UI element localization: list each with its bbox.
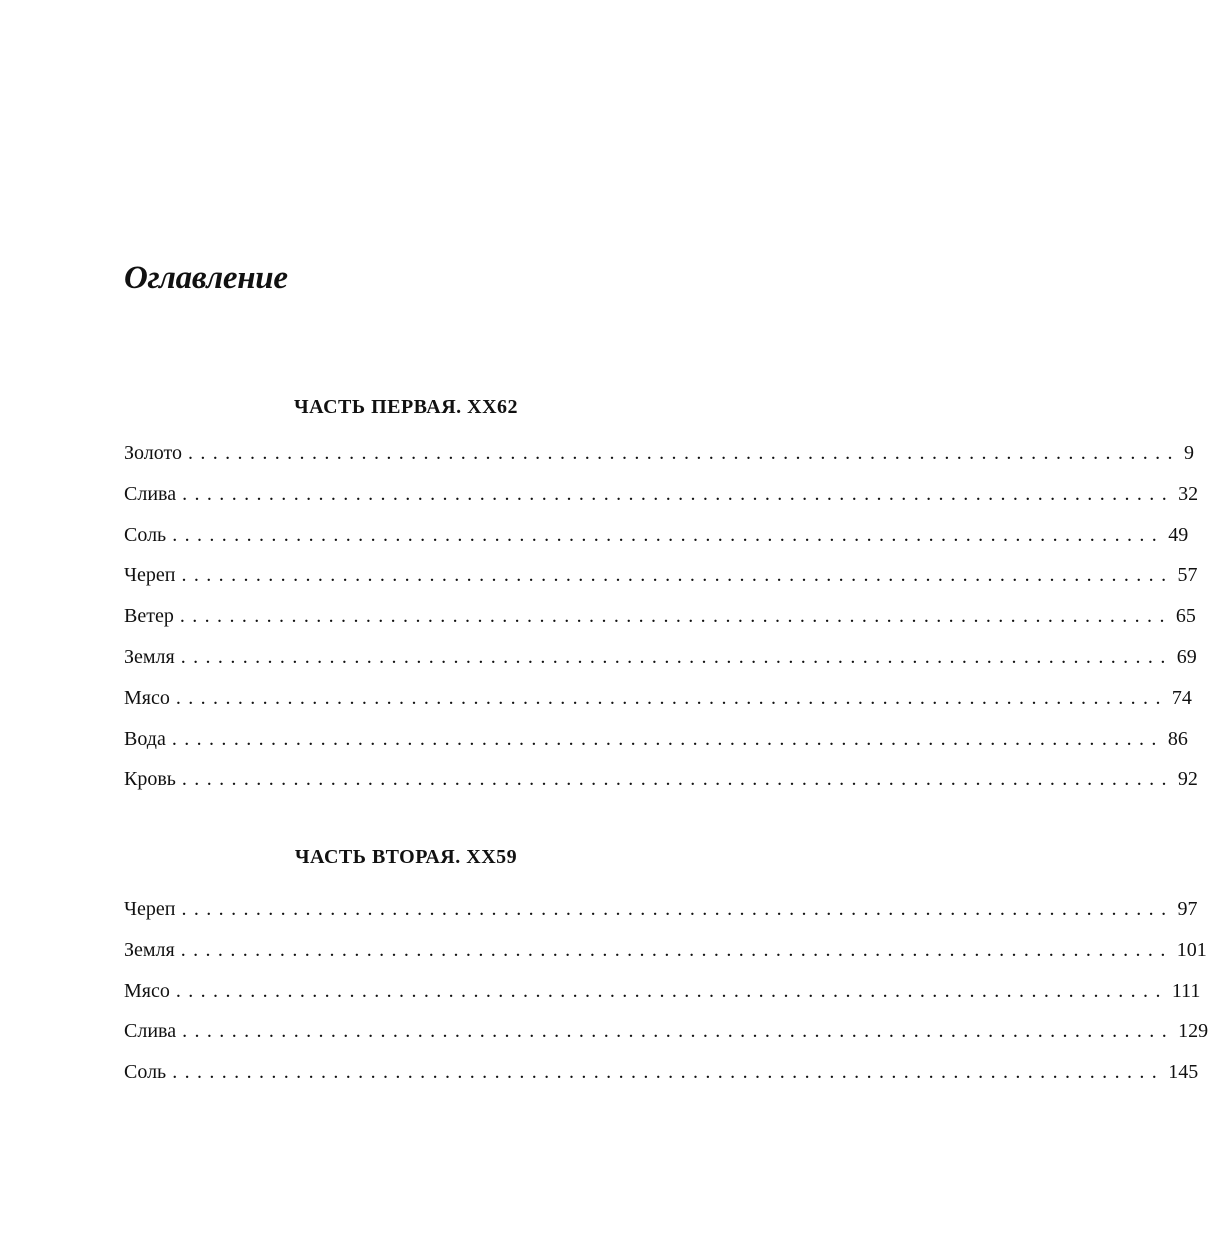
toc-entry-title: Мясо: [124, 979, 170, 1002]
toc-entry-title: Мясо: [124, 686, 170, 709]
toc-entry[interactable]: [124, 522, 1189, 563]
dot-leader: ................................................................................: [172, 523, 1165, 546]
toc-entry-page-number: 65: [1175, 605, 1196, 628]
toc-entry-title: Череп: [124, 898, 176, 920]
part-second: [124, 842, 1208, 1100]
toc-entry-page-number: 97: [1177, 898, 1198, 920]
dot-leader: ................................................................................: [171, 727, 1164, 750]
dot-leader: ................................................................................: [175, 979, 1168, 1002]
toc-entry[interactable]: [124, 937, 1207, 978]
toc-entry-page-number: 111: [1171, 979, 1201, 1002]
dot-leader: ................................................................................: [182, 482, 1175, 505]
dot-leader: ................................................................................: [187, 442, 1180, 464]
dot-leader: ................................................................................: [181, 768, 1174, 791]
part-first: [124, 392, 1199, 807]
toc-entry[interactable]: [124, 1059, 1199, 1100]
toc-entry[interactable]: [124, 978, 1201, 1019]
toc-entry[interactable]: [124, 644, 1197, 685]
toc-entry[interactable]: [124, 1018, 1208, 1059]
toc-entry-page-number: 32: [1178, 482, 1199, 505]
dot-leader: ................................................................................: [179, 605, 1172, 628]
toc-entry-title: Кровь: [124, 768, 176, 791]
toc-entry-title: Земля: [124, 938, 175, 961]
dot-leader: ................................................................................: [172, 1061, 1165, 1084]
toc-entry-title: Слива: [124, 1020, 177, 1043]
part-heading: ЧАСТЬ ВТОРАЯ. XX59: [294, 846, 518, 868]
toc-entry[interactable]: [124, 896, 1198, 937]
toc-entry-title: Золото: [124, 442, 182, 464]
toc-entry[interactable]: [124, 440, 1194, 481]
toc-entry-title: Слива: [124, 482, 177, 505]
toc-entry-page-number: 9: [1183, 442, 1194, 464]
toc-entry-page-number: 69: [1176, 645, 1197, 668]
toc-entry-page-number: 57: [1177, 564, 1198, 587]
toc-entry-title: Земля: [124, 645, 175, 668]
toc-entry-title: Вода: [124, 727, 166, 750]
toc-entry-page-number: 145: [1168, 1061, 1199, 1084]
toc-entry-page-number: 129: [1178, 1020, 1208, 1043]
toc-entry[interactable]: [124, 726, 1188, 767]
toc-entry-title: Соль: [124, 1061, 167, 1084]
toc-list: [124, 440, 1199, 807]
toc-entry-title: Череп: [124, 564, 176, 587]
toc-entry[interactable]: [124, 481, 1199, 522]
dot-leader: ................................................................................: [175, 686, 1168, 709]
toc-entry[interactable]: [124, 562, 1198, 603]
part-heading: ЧАСТЬ ПЕРВАЯ. XX62: [293, 396, 519, 418]
dot-leader: ................................................................................: [182, 1020, 1175, 1043]
toc-title: Оглавление: [124, 260, 288, 296]
toc-entry[interactable]: [124, 685, 1192, 726]
dot-leader: ................................................................................: [181, 898, 1174, 920]
dot-leader: ................................................................................: [180, 938, 1173, 961]
toc-entry-page-number: 92: [1177, 768, 1198, 791]
dot-leader: ................................................................................: [180, 645, 1173, 668]
toc-entry-title: Ветер: [124, 605, 174, 628]
toc-entry-page-number: 86: [1167, 727, 1188, 750]
toc-entry-page-number: 74: [1171, 686, 1192, 709]
toc-entry[interactable]: [124, 603, 1196, 644]
toc-entry-page-number: 101: [1176, 938, 1207, 961]
dot-leader: ................................................................................: [181, 564, 1174, 587]
toc-entry-title: Соль: [124, 523, 167, 546]
toc-entry[interactable]: [124, 766, 1198, 807]
toc-list: [124, 896, 1208, 1100]
toc-entry-page-number: 49: [1168, 523, 1189, 546]
